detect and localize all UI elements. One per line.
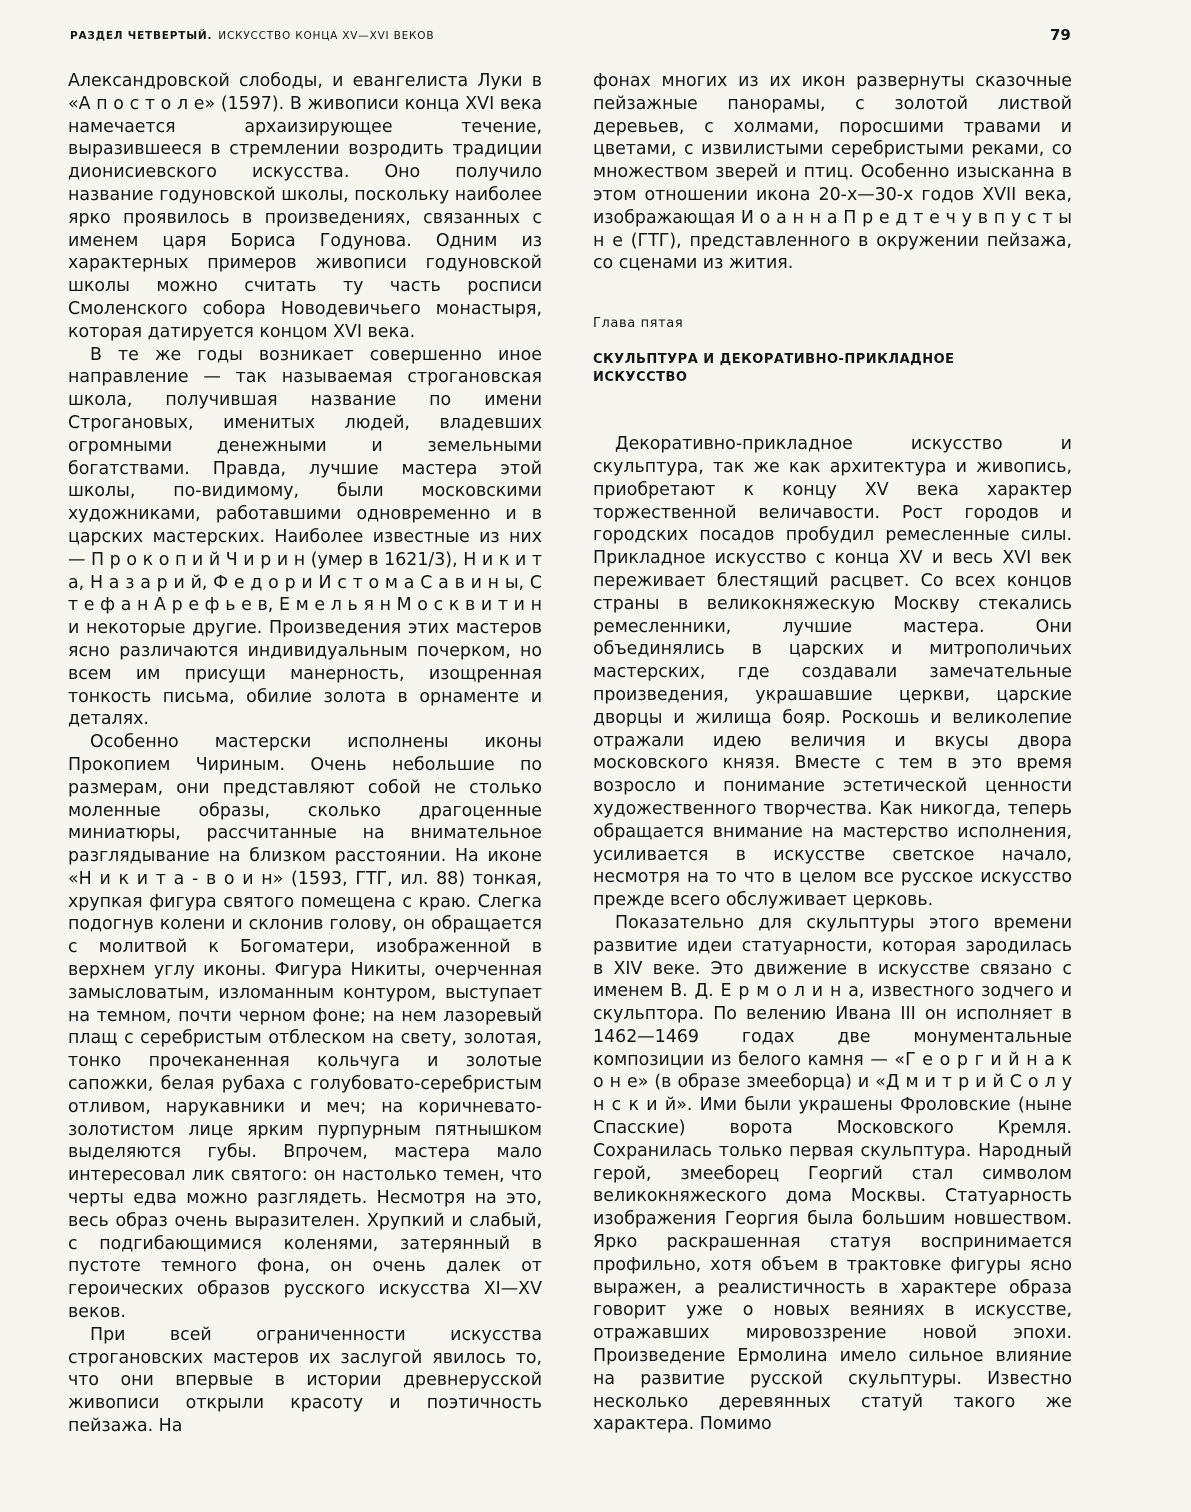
paragraph: Показательно для скульптуры этого времени развитие идеи статуарности, которая зародилась в XIV веке. Это движение в искусстве связано с именем В. Д. Е р м о л и н а, известного зодчего и скульптора. По велению Ивана III он исполняет в 1462—1469 годах две монументальные композиции из белого камня — «Г е о р г и й н а к о н е» (в образе змееборца) и «Д м и т р и й С о л у н с к и й». Ими были украшены Фроловские (ныне Спасские) ворота Московского Кремля. Сохранилась только первая скульптура. Народный герой, змееборец Георгий стал символом великокняжеского дома Москвы. Статуарность изображения Георгия была большим новшеством. Ярко раскрашенная статуя воспринимается профильно, хотя объем в трактовке фигуры ясно выражен, а реалистичность в характере образа говорит уже о новых веяниях в искусстве, отражавших мировоззрение новой эпохи. Произведение Ермолина имело сильное влияние на развитие русской скульптуры. Известно несколько деревянных статуй такого же характера. Помимо xyxy=(593,912,1072,1435)
running-header-section: РАЗДЕЛ ЧЕТВЕРТЫЙ. xyxy=(70,30,213,42)
right-column xyxy=(593,70,1072,1436)
paragraph: фонах многих из их икон развернуты сказочные пейзажные панорамы, с золотой листвой деревьев, с холмами, поросшими травами и цветами, с извилистыми серебристыми реками, со множеством зверей и птиц. Особенно изысканна в этом отношении икона 20-х—30-х годов XVII века, изображающая И о а н н а П р е д т е ч у в п у с т ы н е (ГТГ), представленного в окружении пейзажа, со сценами из жития. xyxy=(593,71,1072,274)
running-header xyxy=(70,30,434,42)
left-column xyxy=(68,70,542,1438)
paragraph: Особенно мастерски исполнены иконы Прокопием Чириным. Очень небольшие по размерам, они представляют собой не столько моленные образы, сколько драгоценные миниатюры, рассчитанные на внимательное разглядывание на близком расстоянии. На иконе «Н и к и т а - в о и н» (1593, ГТГ, ил. 88) тонкая, хрупкая фигура святого помещена с краю. Слегка подогнув колени и склонив голову, он обращается с молитвой к Богоматери, изображенной в верхнем углу иконы. Фигура Никиты, очерченная замысловатым, изломанным контуром, выступает на темном, почти черном фоне; на нем лазоревый плащ с серебристым отблеском на свету, золотая, тонко прочеканенная кольчуга и золотые сапожки, белая рубаха с голубовато-серебристым отливом, нарукавники и меч; на коричневато-золотистом лице ярким пурпурным пятнышком выделяются губы. Впрочем, мастера мало интересовал лик святого: он настолько темен, что черты едва можно разглядеть. Несмотря на это, весь образ очень выразителен. Хрупкий и слабый, с подгибающимися коленями, затерянный в пустоте темного фона, он очень далек от героических образов русского искусства XI—XV веков. xyxy=(68,732,542,1323)
section-spacer xyxy=(593,387,1072,433)
page-number: 79 xyxy=(1050,26,1071,44)
paragraph: В те же годы возникает совершенно иное направление — так называемая строгановская школа, получившая название по имени Строгановых, именитых людей, владевших огромными денежными и земельными богатствами. Правда, лучшие мастера этой школы, по-видимому, были московскими художниками, работавшими одновременно и в царских мастерских. Наиболее известные из них — П р о к о п и й Ч и р и н (умер в 1621/3), Н и к и т а, Н а з а р и й, Ф е д о р и И с т о м а С а в и н ы, С т е ф а н А р е ф ь е в, Е м е л ь я н М о с к в и т и н и некоторые другие. Произведения этих мастеров ясно различаются индивидуальным почерком, но всем им присущи манерность, изощренная тонкость письма, обилие золота в орнаменте и деталях. xyxy=(68,344,542,730)
section-title: СКУЛЬПТУРА И ДЕКОРАТИВНО-ПРИКЛАДНОЕ ИСКУССТВО xyxy=(593,352,955,386)
paragraph: Декоративно-прикладное искусство и скульптура, так же как архитектура и живопись, приобретают к концу XV века характер торжественной величавости. Рост городов и городских посадов пробудил ремесленные силы. Прикладное искусство с конца XV и весь XVI век переживает блестящий расцвет. Со всех концов страны в великокняжескую Москву стекались ремесленники, лучшие мастера. Они объединялись в царских и митрополичьих мастерских, где создавали замечательные произведения, украшавшие церкви, царские дворцы и жилища бояр. Роскошь и великолепие отражали идею величия и вкусы двора московского князя. Вместе с тем в это время возросло и понимание эстетической ценности художественного творчества. Как никогда, теперь обращается внимание на мастерство исполнения, усиливается в искусстве светское начало, несмотря на то что в целом все русское искусство прежде всего обслуживает церковь. xyxy=(593,434,1072,911)
running-header-title: ИСКУССТВО КОНЦА XV—XVI ВЕКОВ xyxy=(218,30,435,42)
paragraph: Александровской слободы, и евангелиста Луки в «А п о с т о л е» (1597). В живописи конца XVI века намечается архаизирующее течение, выразившееся в стремлении возродить традиции дионисиевского искусства. Оно получило название годуновской школы, поскольку наиболее ярко проявилось в произведениях, связанных с именем царя Бориса Годунова. Одним из характерных примеров живописи годуновской школы можно считать ту часть росписи Смоленского собора Новодевичьего монастыря, которая датируется концом XVI века. xyxy=(68,71,542,342)
chapter-label: Глава пятая xyxy=(593,316,684,332)
paragraph: При всей ограниченности искусства строгановских мастеров их заслугой явилось то, что они впервые в истории древнерусской живописи открыли красоту и поэтичность пейзажа. На xyxy=(68,1324,542,1437)
